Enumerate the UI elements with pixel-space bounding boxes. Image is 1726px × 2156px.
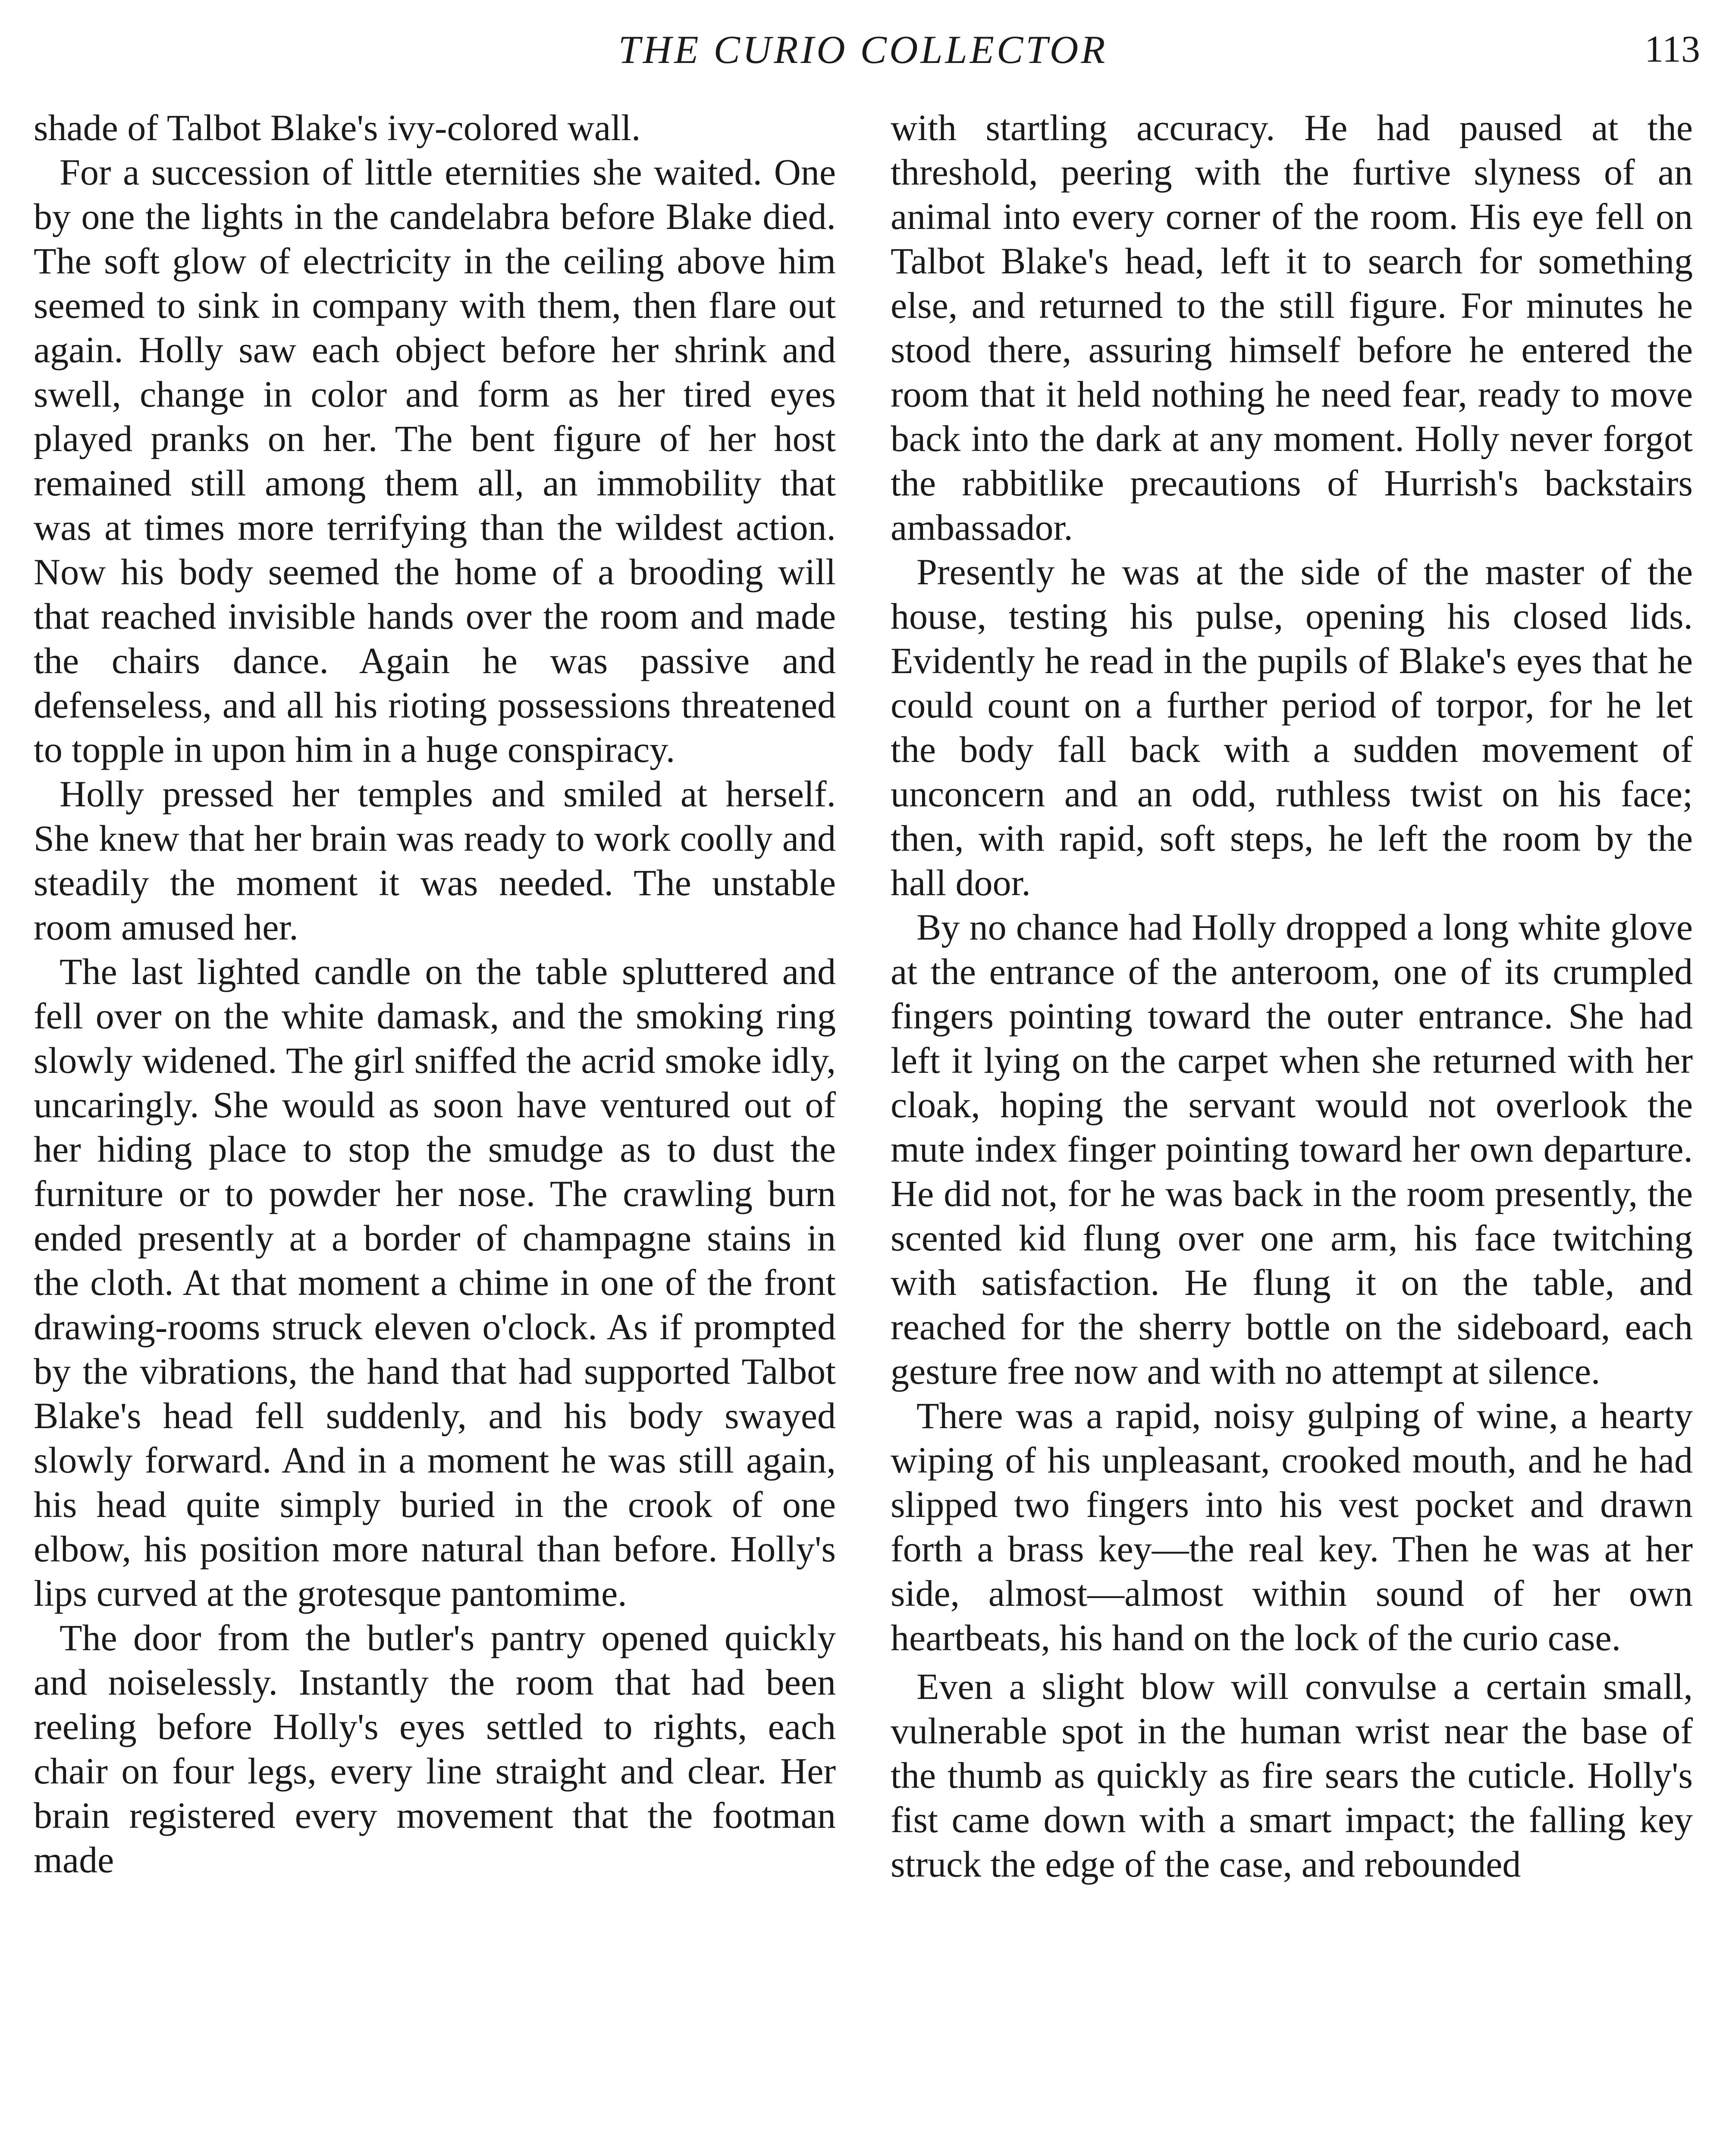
paragraph: Even a slight blow will convulse a certain small, vulnerable spot in the human wrist near the base of the thumb as quickly as fire sears the cuticle. Holly's fist came down with a smart impact; the falling key struck the edge of the case, and rebounded [891,1666,1693,1885]
paragraph: with startling accuracy. He had paused at the threshold, peering with the furtive slyness of an animal into every corner of the room. His eye fell on Talbot Blake's head, left it to search for something else, and returned to the still figure. For minutes he stood there, assuring himself before he entered the room that it held nothing he need fear, ready to move back into the dark at any moment. Holly never forgot the rabbitlike precautions of Hurrish's backstairs ambassador. [891,107,1693,548]
paragraph: The door from the butler's pantry opened quickly and noiselessly. Instantly the room that had been reeling before Holly's eyes settled to rights, each chair on four legs, every line straight and clear. Her brain registered every movement that the footman made [34,1617,836,1880]
paragraph: The last lighted candle on the table spluttered and fell over on the white damask, and the smoking ring slowly widened. The girl sniffed the acrid smoke idly, uncaringly. She would as soon have ventured out of her hiding place to stop the smudge as to dust the furniture or to powder her nose. The crawling burn ended presently at a border of champagne stains in the cloth. At that moment a chime in one of the front drawing-rooms struck eleven o'clock. As if prompted by the vibrations, the hand that had supported Talbot Blake's head fell suddenly, and his body swayed slowly forward. And in a moment he was still again, his head quite simply buried in the crook of one elbow, his position more natural than before. Holly's lips curved at the grotesque pantomime. [34,951,836,1614]
paragraph: Presently he was at the side of the master of the house, testing his pulse, opening his closed lids. Evidently he read in the pupils of Blake's eyes that he could count on a further period of torpor, for he let the body fall back with a sudden movement of unconcern and an odd, ruthless twist on his face; then, with rapid, soft steps, he left the room by the hall door. [891,551,1693,903]
right-column [891,106,1693,2156]
running-title: THE CURIO COLLECTOR [618,28,1108,72]
running-head [0,26,1726,73]
page-number: 113 [1644,28,1700,70]
paragraph: shade of Talbot Blake's ivy-colored wall. [34,107,641,148]
paragraph: For a succession of little eternities she waited. One by one the lights in the candelabra before Blake died. The soft glow of electricity in the ceiling above him seemed to sink in company with them, then flare out again. Holly saw each object before her shrink and swell, change in color and form as her tired eyes played pranks on her. The bent figure of her host remained still among them all, an immobility that was at times more terrifying than the wildest action. Now his body seemed the home of a brooding will that reached invisible hands over the room and made the chairs dance. Again he was passive and defenseless, and all his rioting possessions threatened to topple in upon him in a huge conspiracy. [34,151,836,770]
left-column [34,106,836,2156]
paragraph: There was a rapid, noisy gulping of wine, a hearty wiping of his unpleasant, crooked mouth, and he had slipped two fingers into his vest pocket and drawn forth a brass key—the real key. Then he was at her side, almost—almost within sound of her own heartbeats, his hand on the lock of the curio case. [891,1395,1693,1658]
paragraph: By no chance had Holly dropped a long white glove at the entrance of the anteroom, one of its crumpled fingers pointing toward the outer entrance. She had left it lying on the carpet when she returned with her cloak, hoping the servant would not overlook the mute index finger pointing toward her own departure. He did not, for he was back in the room presently, the scented kid flung over one arm, his face twitching with satisfaction. He flung it on the table, and reached for the sherry bottle on the sideboard, each gesture free now and with no attempt at silence. [891,906,1693,1392]
paragraph: Holly pressed her temples and smiled at herself. She knew that her brain was ready to work coolly and steadily the moment it was needed. The unstable room amused her. [34,773,836,948]
